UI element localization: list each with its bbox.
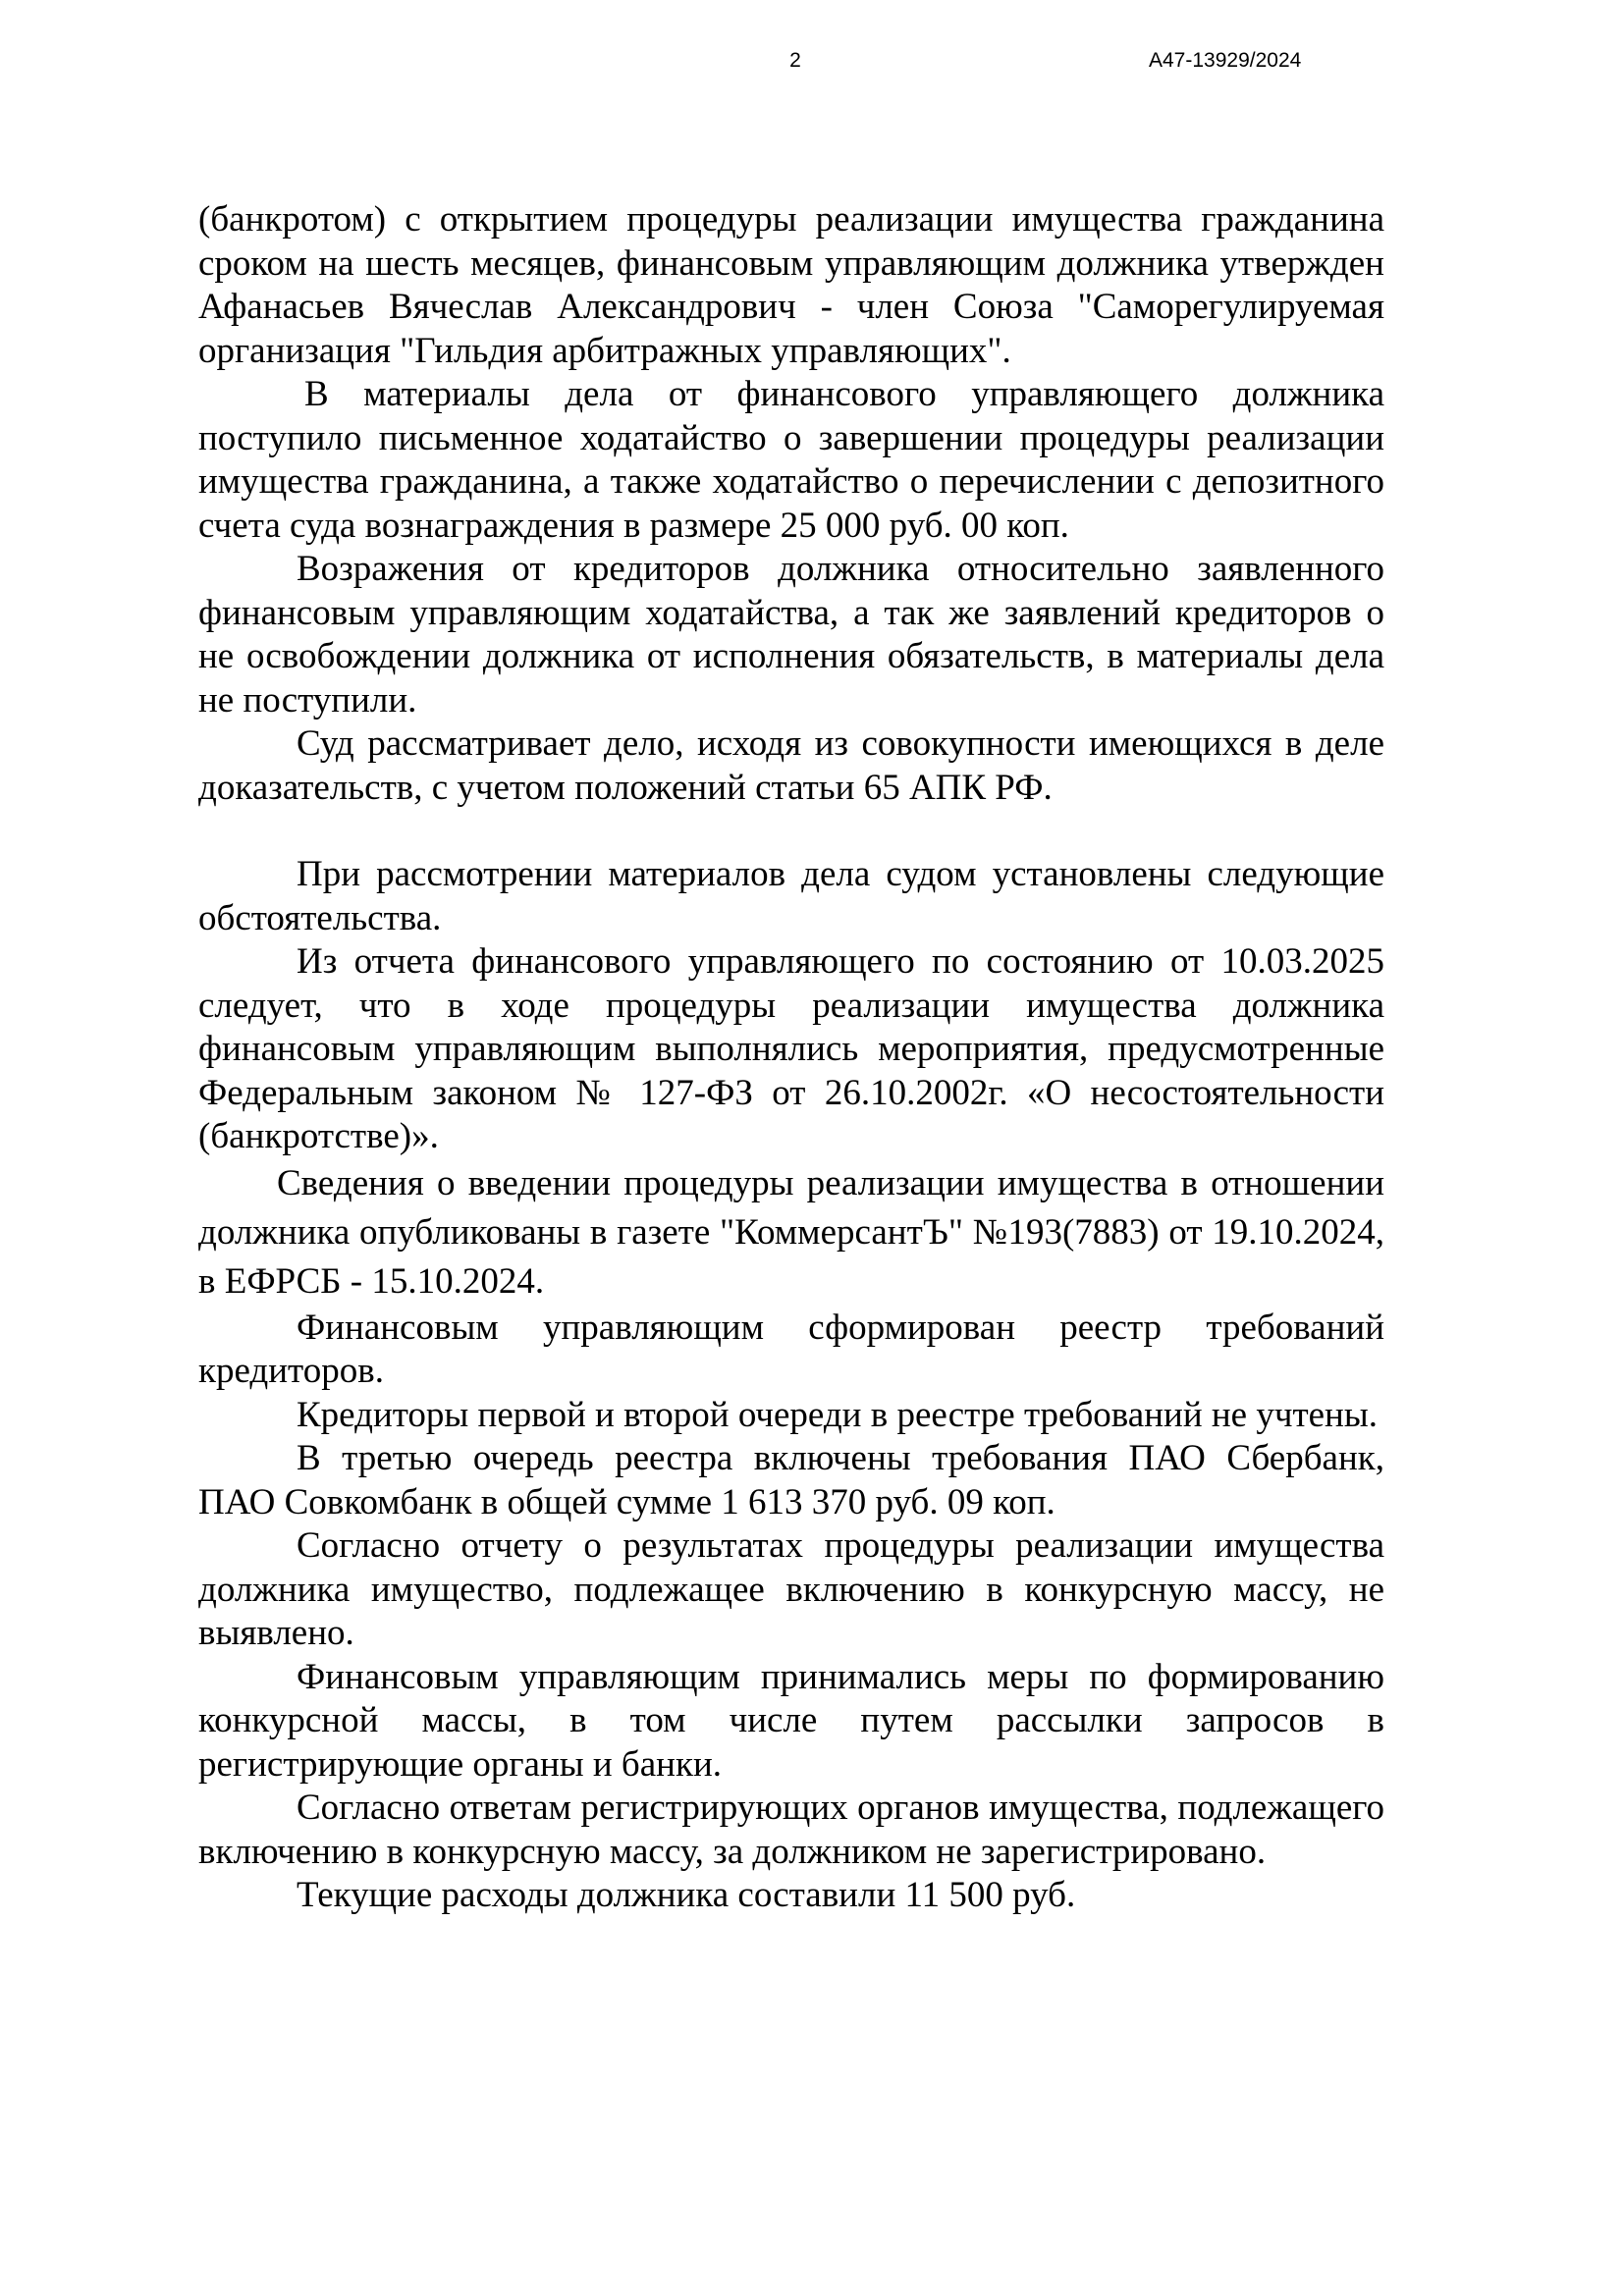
paragraph: Финансовым управляющим принимались меры по формированию конкурсной массы, в том числе путем рассылки запросов в регистрирующие органы и банки. (198, 1656, 1384, 1785)
paragraph: Финансовым управляющим сформирован реестр требований кредиторов. (198, 1307, 1384, 1391)
paragraph: Из отчета финансового управляющего по состоянию от 10.03.2025 следует, что в ходе процедуры реализации имущества должника финансовым управляющим выполнялись мероприятия, предусмотренные Федеральным законом № 127-ФЗ от 26.10.2002г. «О несостоятельности (банкротстве)». (198, 941, 1384, 1156)
paragraph: Кредиторы первой и второй очереди в реестре требований не учтены. (297, 1394, 1378, 1435)
paragraph: Текущие расходы должника составили 11 500 руб. (297, 1875, 1076, 1915)
paragraph: Сведения о введении процедуры реализации имущества в отношении должника опубликованы в газете "КоммерсантЪ" №193(7883) от 19.10.2024, в ЕФРСБ - 15.10.2024. (198, 1162, 1384, 1302)
page-number: 2 (789, 49, 801, 72)
paragraph: Согласно ответам регистрирующих органов имущества, подлежащего включению в конкурсную массу, за должником не зарегистрировано. (198, 1788, 1384, 1872)
paragraph: Возражения от кредиторов должника относительно заявленного финансовым управляющим ходатайства, а так же заявлений кредиторов о не освобождении должника от исполнения обязательств, в материалы дела не поступили. (198, 549, 1384, 721)
paragraph: (банкротом) с открытием процедуры реализации имущества гражданина сроком на шесть месяцев, финансовым управляющим должника утвержден Афанасьев Вячеслав Александрович - член Союза "Саморегулируемая организация "Гильдия арбитражных управляющих". (198, 199, 1384, 371)
paragraph: Согласно отчету о результатах процедуры реализации имущества должника имущество, подлежащее включению в конкурсную массу, не выявлено. (198, 1525, 1384, 1653)
paragraph: При рассмотрении материалов дела судом установлены следующие обстоятельства. (198, 854, 1384, 938)
case-number: А47-13929/2024 (1149, 49, 1302, 72)
paragraph: В материалы дела от финансового управляющего должника поступило письменное ходатайство о завершении процедуры реализации имущества гражданина, а также ходатайство о перечислении с депозитного счета суда вознаграждения в размере 25 000 руб. 00 коп. (198, 374, 1384, 546)
paragraph: Суд рассматривает дело, исходя из совокупности имеющихся в деле доказательств, с учетом положений статьи 65 АПК РФ. (198, 723, 1384, 808)
document-body (198, 198, 1384, 1918)
paragraph: В третью очередь реестра включены требования ПАО Сбербанк, ПАО Совкомбанк в общей сумме 1 613 370 руб. 09 коп. (198, 1438, 1384, 1522)
